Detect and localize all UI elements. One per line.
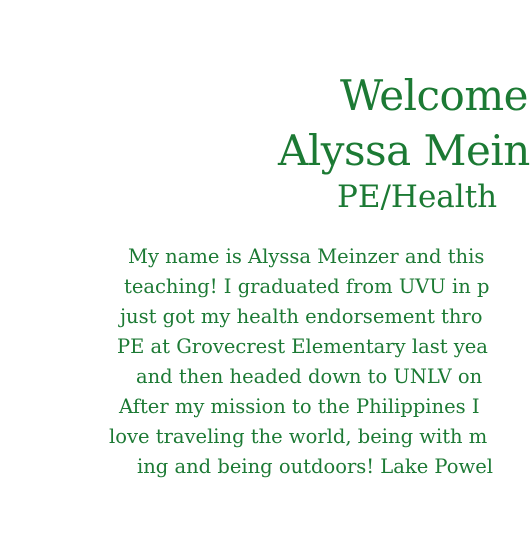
bio-line: love traveling the world, being with m: [109, 425, 488, 448]
welcome-heading: Welcome: [340, 71, 529, 120]
bio-line: and then headed down to UNLV on: [136, 365, 483, 388]
teacher-name-heading: Alyssa Mein: [278, 126, 530, 175]
bio-line: just got my health endorsement thro: [120, 305, 483, 328]
bio-line: ing and being outdoors! Lake Powel: [137, 455, 493, 478]
teacher-role-subheading: PE/Health: [337, 179, 498, 215]
bio-line: PE at Grovecrest Elementary last yea: [117, 335, 488, 358]
bio-line: teaching! I graduated from UVU in p: [124, 275, 490, 298]
bio-line: My name is Alyssa Meinzer and this: [128, 245, 485, 268]
bio-line: After my mission to the Philippines I: [119, 395, 480, 418]
